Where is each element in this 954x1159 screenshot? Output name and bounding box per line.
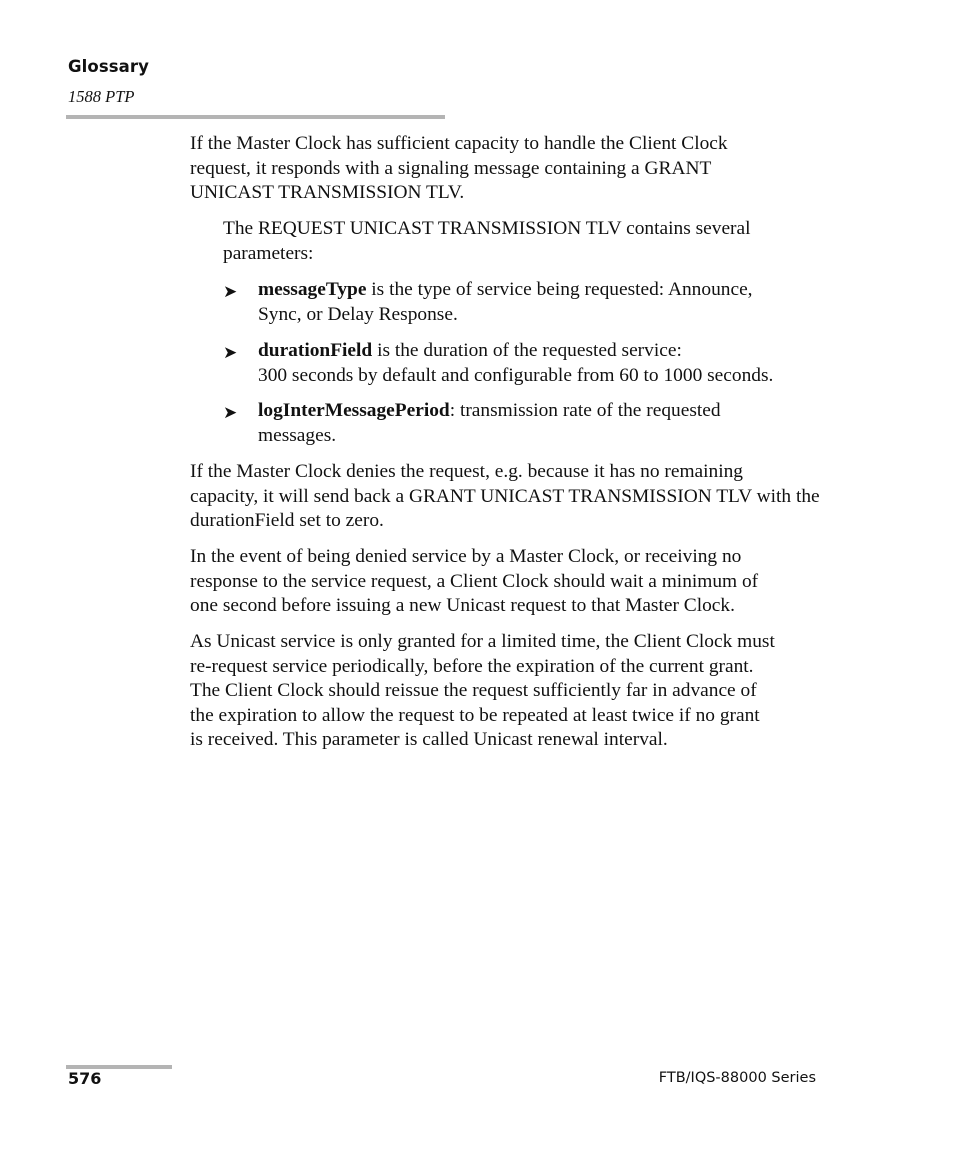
list-item-text: is the duration of the requested service: — [372, 340, 682, 361]
list-item-line — [258, 399, 721, 424]
paragraph-line: The Client Clock should reissue the request sufficiently far in advance of — [190, 680, 757, 702]
product-series: FTB/IQS-88000 Series — [658, 1070, 816, 1086]
paragraph-line: the expiration to allow the request to be repeated at least twice if no grant — [190, 704, 760, 726]
paragraph-tlv-parameters — [223, 217, 751, 266]
header-rule — [66, 115, 445, 119]
list-item-log-inter-message-period — [258, 399, 721, 448]
paragraph-line: UNICAST TRANSMISSION TLV. — [190, 182, 465, 204]
arrowhead-right-icon: ➤ — [223, 403, 238, 423]
section-title: Glossary — [68, 57, 150, 76]
page-number: 576 — [68, 1069, 102, 1088]
paragraph-renewal — [190, 630, 775, 753]
list-item-line: Sync, or Delay Response. — [258, 303, 458, 325]
list-item-line — [258, 339, 773, 364]
paragraph-denial — [190, 460, 820, 534]
paragraph-line: response to the service request, a Client Clock should wait a minimum of — [190, 570, 759, 592]
paragraph-line: capacity, it will send back a GRANT UNICAST TRANSMISSION TLV with the — [190, 485, 820, 507]
section-subtitle: 1588 PTP — [68, 87, 135, 106]
list-item-text: is the type of service being requested: Announce, — [366, 279, 753, 300]
paragraph-line: The REQUEST UNICAST TRANSMISSION TLV contains several — [223, 218, 751, 239]
list-item-duration-field — [258, 339, 773, 388]
list-item-term: logInterMessagePeriod — [258, 400, 450, 421]
paragraph-line: is received. This parameter is called Unicast renewal interval. — [190, 729, 668, 751]
list-item-term: messageType — [258, 279, 367, 300]
arrowhead-right-icon: ➤ — [223, 343, 238, 363]
paragraph-line: In the event of being denied service by a Master Clock, or receiving no — [190, 546, 742, 567]
list-item-message-type — [258, 278, 753, 327]
paragraph-line: If the Master Clock has sufficient capacity to handle the Client Clock — [190, 133, 728, 154]
paragraph-line: one second before issuing a new Unicast request to that Master Clock. — [190, 595, 735, 617]
list-item-line — [258, 278, 753, 303]
paragraph-line: request, it responds with a signaling message containing a GRANT — [190, 157, 712, 179]
paragraph-line: As Unicast service is only granted for a limited time, the Client Clock must — [190, 631, 775, 652]
list-item-term: durationField — [258, 340, 373, 361]
list-item-line: 300 seconds by default and configurable from 60 to 1000 seconds. — [258, 364, 774, 386]
list-item-line: messages. — [258, 424, 337, 446]
paragraph-line: re-request service periodically, before the expiration of the current grant. — [190, 655, 754, 677]
list-item-text: : transmission rate of the requested — [449, 400, 721, 421]
paragraph-line: If the Master Clock denies the request, e.g. because it has no remaining — [190, 461, 743, 482]
arrowhead-right-icon: ➤ — [223, 282, 238, 302]
paragraph-wait — [190, 545, 758, 619]
paragraph-line: durationField set to zero. — [190, 510, 384, 532]
paragraph-grant — [190, 132, 728, 206]
paragraph-line: parameters: — [223, 242, 314, 264]
